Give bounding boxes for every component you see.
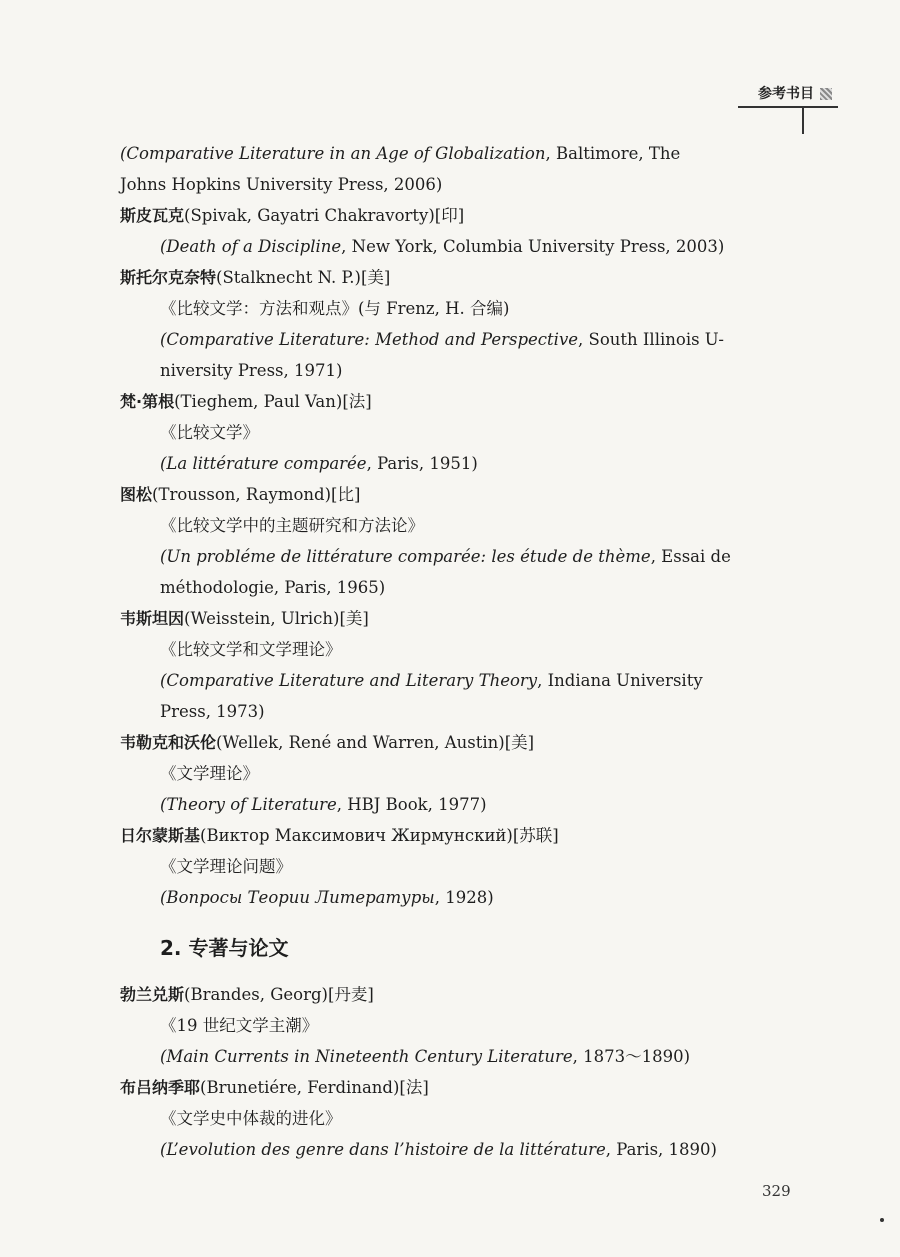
author-name: 图松 [120, 485, 153, 504]
author-details: (Brunetiére, Ferdinand)[法] [200, 1078, 429, 1097]
work-title: (Comparative Literature in an Age of Globalization [120, 144, 546, 163]
reference-line [120, 758, 780, 789]
reference-line [120, 696, 780, 727]
section-heading: 2. 专著与论文 [160, 936, 289, 960]
header-title: 参考书目 [758, 86, 814, 102]
reference-line [120, 510, 780, 541]
author-line [120, 200, 780, 231]
author-details: (Stalknecht N. P.)[美] [216, 268, 391, 287]
bibliography-list-2 [120, 979, 780, 1165]
author-name: 斯皮瓦克 [120, 206, 185, 225]
work-title: (Theory of Literature [160, 795, 337, 814]
reference-text: 《比较文学中的主题研究和方法论》 [160, 516, 424, 535]
reference-line [120, 851, 780, 882]
reference-line [120, 1041, 780, 1072]
header-ornament-icon [820, 88, 832, 100]
header-rule [738, 106, 838, 108]
reference-line [120, 448, 780, 479]
page-number: 329 [762, 1182, 791, 1200]
reference-text: niversity Press, 1971) [160, 361, 343, 380]
reference-line [120, 293, 780, 324]
reference-text: , 1928) [434, 888, 494, 907]
reference-line [120, 324, 780, 355]
reference-text: 《比较文学》 [160, 423, 259, 442]
work-title: (Вопросы Теории Литературы [160, 888, 435, 907]
bibliography-list-1 [120, 138, 780, 913]
reference-line [120, 882, 780, 913]
author-name: 布吕纳季耶 [120, 1078, 201, 1097]
reference-text: 《19 世纪文学主潮》 [160, 1016, 319, 1035]
author-name: 斯托尔克奈特 [120, 268, 217, 287]
author-details: (Weisstein, Ulrich)[美] [184, 609, 369, 628]
reference-text: , South Illinois U- [578, 330, 724, 349]
work-title: (La littérature comparée [160, 454, 367, 473]
work-title: (Death of a Discipline [160, 237, 342, 256]
author-line [120, 386, 780, 417]
author-details: (Brandes, Georg)[丹麦] [184, 985, 374, 1004]
reference-line [120, 634, 780, 665]
print-speck [880, 1218, 884, 1222]
author-line [120, 1072, 780, 1103]
reference-text: 《文学理论问题》 [160, 857, 292, 876]
reference-text: , Baltimore, The [545, 144, 681, 163]
reference-text: Johns Hopkins University Press, 2006) [120, 175, 443, 194]
work-title: (Comparative Literature: Method and Perspective [160, 330, 579, 349]
reference-text: , Indiana University [537, 671, 703, 690]
work-title: (L’evolution des genre dans l’histoire de la littérature [160, 1140, 606, 1159]
author-name: 韦勒克和沃伦 [120, 733, 217, 752]
reference-line [120, 665, 780, 696]
reference-text: 《文学史中体裁的进化》 [160, 1109, 342, 1128]
author-details: (Tieghem, Paul Van)[法] [174, 392, 372, 411]
author-line [120, 603, 780, 634]
reference-text: 《比较文学和文学理论》 [160, 640, 342, 659]
author-line [120, 979, 780, 1010]
reference-line [120, 355, 780, 386]
author-details: (Spivak, Gayatri Chakravorty)[印] [184, 206, 465, 225]
author-details: (Виктор Максимович Жирмунский)[苏联] [200, 826, 559, 845]
author-line [120, 820, 780, 851]
reference-line [120, 572, 780, 603]
author-line [120, 727, 780, 758]
author-name: 韦斯坦因 [120, 609, 185, 628]
reference-text: , Paris, 1890) [605, 1140, 717, 1159]
reference-line [120, 541, 780, 572]
work-title: (Un probléme de littérature comparée: les étude de thème [160, 547, 651, 566]
author-details: (Wellek, René and Warren, Austin)[美] [216, 733, 535, 752]
reference-continuation [120, 138, 780, 169]
bibliography [120, 138, 780, 1165]
reference-line [120, 1134, 780, 1165]
running-header [738, 84, 838, 104]
author-name: 梵·第根 [120, 392, 175, 411]
reference-text: 《文学理论》 [160, 764, 259, 783]
header-tick [802, 106, 804, 134]
reference-continuation [120, 169, 780, 200]
author-details: (Trousson, Raymond)[比] [152, 485, 361, 504]
author-name: 日尔蒙斯基 [120, 826, 201, 845]
work-title: (Main Currents in Nineteenth Century Literature [160, 1047, 573, 1066]
author-name: 勃兰兑斯 [120, 985, 185, 1004]
reference-text: , New York, Columbia University Press, 2003) [341, 237, 725, 256]
reference-line [120, 231, 780, 262]
author-line [120, 262, 780, 293]
reference-line [120, 1010, 780, 1041]
work-title: (Comparative Literature and Literary Theory [160, 671, 538, 690]
reference-text: , HBJ Book, 1977) [336, 795, 487, 814]
reference-line [120, 417, 780, 448]
reference-text: Press, 1973) [160, 702, 265, 721]
reference-line [120, 789, 780, 820]
author-line [120, 479, 780, 510]
reference-text: , Paris, 1951) [366, 454, 478, 473]
reference-text: méthodologie, Paris, 1965) [160, 578, 386, 597]
reference-text: , Essai de [650, 547, 731, 566]
reference-text: 《比较文学：方法和观点》(与 Frenz, H. 合编) [160, 299, 510, 318]
reference-line [120, 1103, 780, 1134]
reference-text: , 1873～1890) [572, 1047, 691, 1066]
